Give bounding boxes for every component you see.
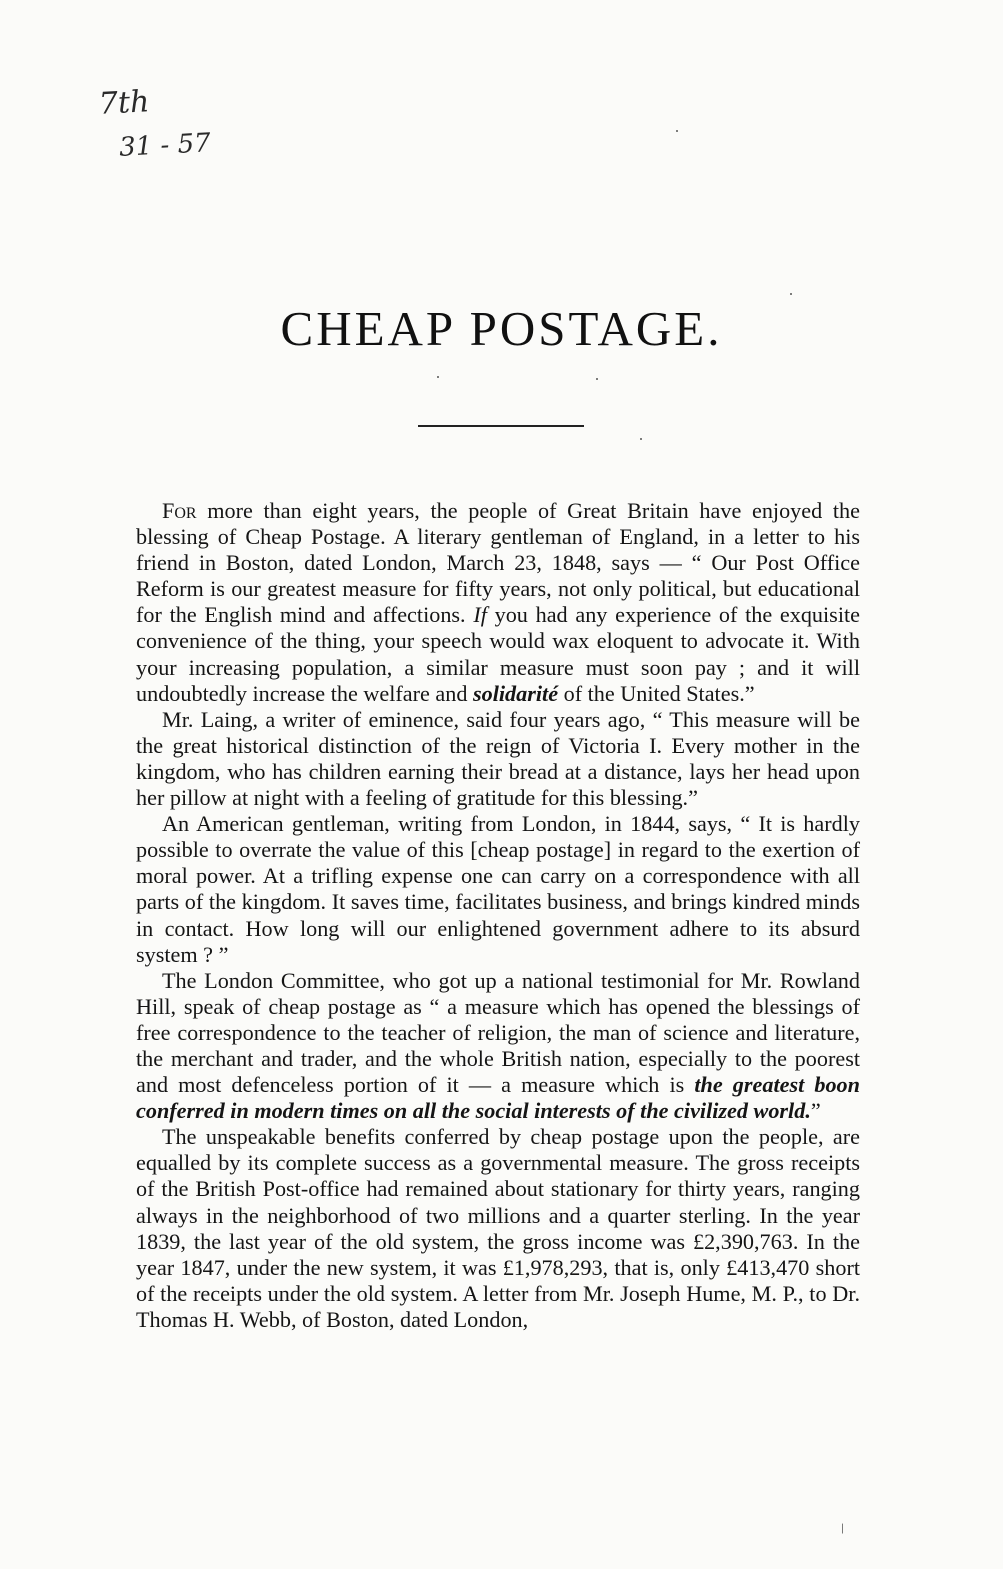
paragraph-4 — [136, 968, 860, 1125]
paragraph-3: An American gentleman, writing from London, in 1844, says, “ It is hardly possible to overrate the value of this [cheap postage] in regard to the exertion of moral power. At a trifling expense one can carry on a correspondence with all parts of the kingdom. It saves time, facilitates business, and brings kindred minds in contact. How long will our enlightened government adhere to its absurd system ? ” — [136, 811, 860, 967]
page-title: CHEAP POSTAGE. — [280, 301, 723, 356]
print-speck — [437, 376, 439, 378]
paragraph-1-text-3: of the United States.” — [558, 680, 755, 706]
print-speck — [790, 293, 792, 295]
paragraph-1-solidarite: solidarité — [472, 680, 559, 706]
print-speck — [676, 130, 678, 132]
article-body — [136, 498, 860, 1333]
annotation-line-2: 31 - 57 — [118, 128, 212, 163]
annotation-line-1: 7th — [97, 84, 151, 122]
print-speck — [640, 438, 642, 440]
paragraph-1 — [136, 498, 860, 707]
title-rule-divider — [418, 425, 584, 427]
paragraph-4-text: The London Committee, who got up a national testimonial for Mr. Rowland Hill, speak of cheap postage as “ a measure which has opened the blessings of free correspondence to the teacher of religion, the man of science and literature, the merchant and trader, and the whole British nation, especially to the poorest and most defenceless portion of it — a measure which is — [136, 967, 860, 1098]
paragraph-1-text-2: you had any experience of the exquisite convenience of the thing, your speech would wax eloquent to advocate it. With your increasing population, a similar measure must soon pay ; and it will undoubtedly increase the welfare and — [136, 602, 860, 706]
paragraph-1-lead: For — [162, 498, 197, 523]
handwritten-annotation — [98, 77, 212, 171]
paragraph-1-text: more than eight years, the people of Great Britain have enjoyed the blessing of Cheap Postage. A literary gentleman of England, in a letter to his friend in Boston, dated London, March 23, 1848, says — “ Our Post Office Reform is our greatest measure for fifty years, not only political, but educational for the English mind and affections. — [136, 498, 860, 628]
paragraph-1-if: If — [473, 602, 487, 628]
paragraph-5: The unspeakable benefits conferred by cheap postage upon the people, are equalled by its complete success as a governmental measure. The gross receipts of the British Post-office had remained about stationary for thirty years, ranging always in the neighborhood of two millions and a quarter sterling. In the year 1839, the last year of the old system, the gross income was £2,390,763. In the year 1847, under the new system, it was £1,978,293, that is, only £413,470 short of the receipts under the old system. A letter from Mr. Joseph Hume, M. P., to Dr. Thomas H. Webb, of Boston, dated London, — [136, 1124, 860, 1332]
paragraph-4-emphasis: the greatest boon conferred in modern times on all the social interests of the civilized world. — [136, 1072, 860, 1124]
margin-mark: \ — [837, 1521, 847, 1538]
print-speck — [596, 378, 598, 380]
paragraph-4-close: ” — [810, 1098, 821, 1124]
paragraph-2: Mr. Laing, a writer of eminence, said four years ago, “ This measure will be the great historical distinction of the reign of Victoria I. Every mother in the kingdom, who has children earning their bread at a distance, lays her head upon her pillow at night with a feeling of gratitude for this blessing.” — [136, 706, 860, 811]
